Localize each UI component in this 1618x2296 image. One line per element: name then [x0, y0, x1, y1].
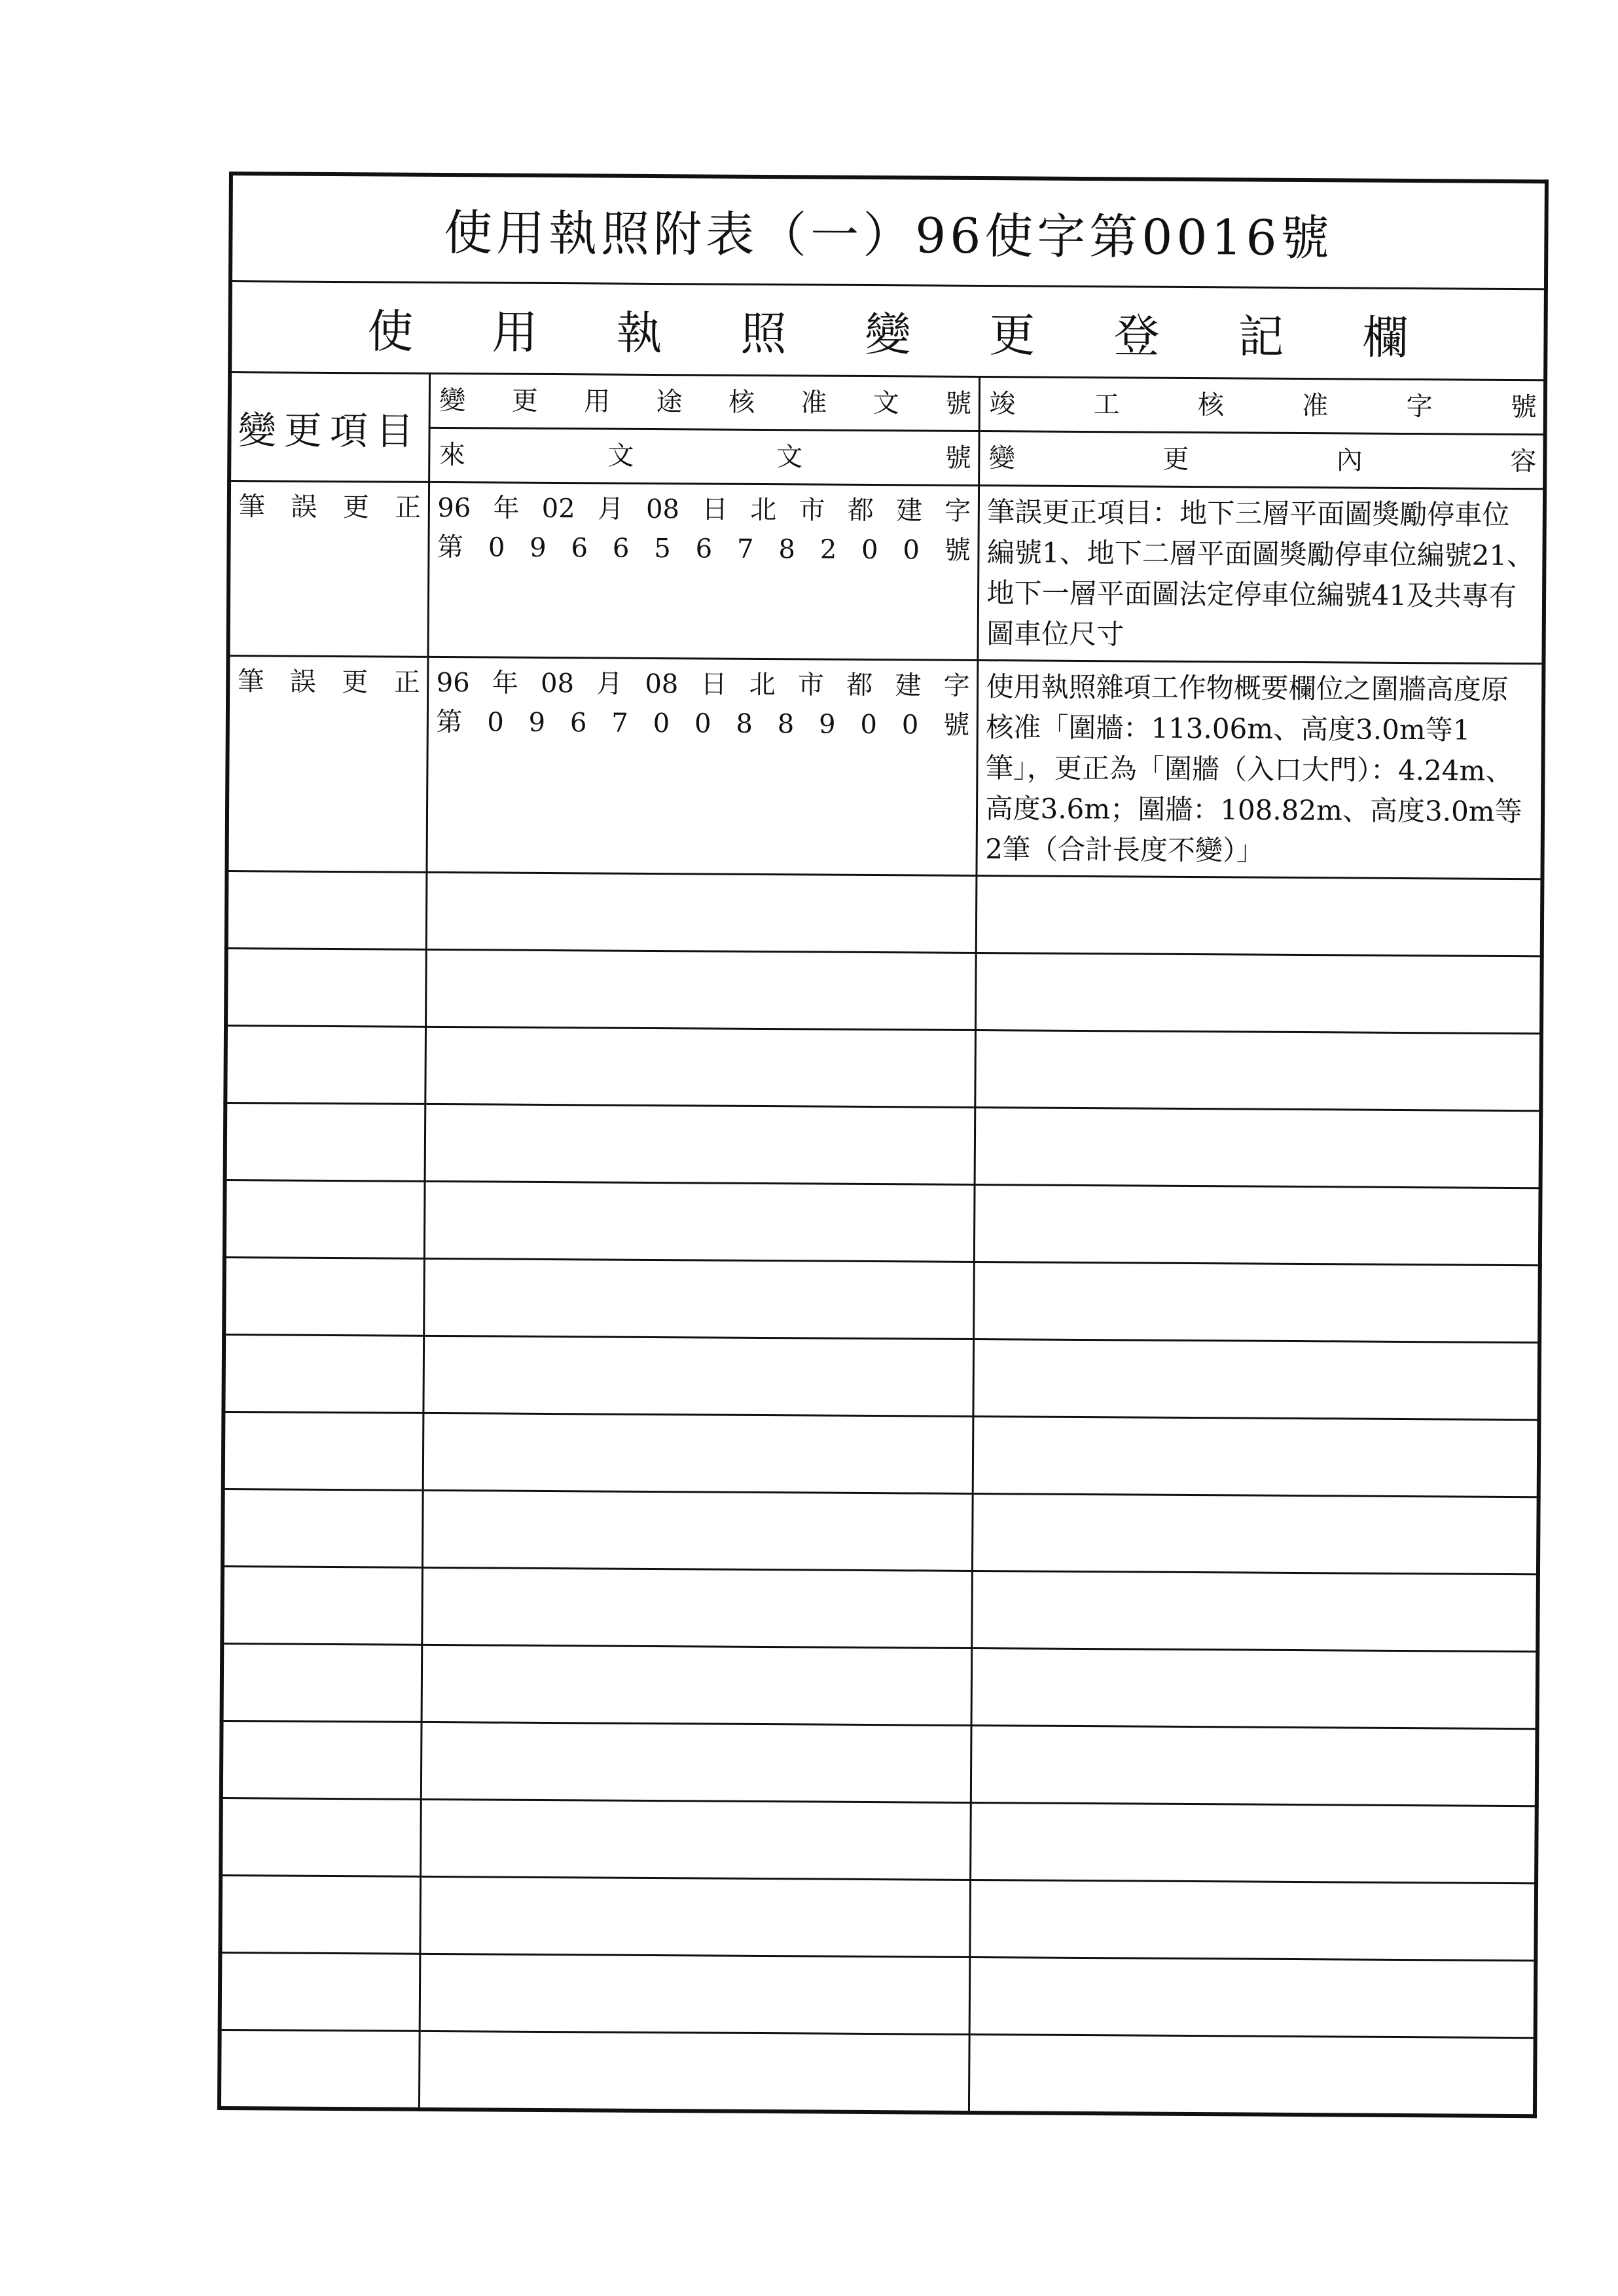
header-char: 文: [776, 442, 803, 473]
doc-char: 建: [895, 670, 922, 701]
license-form-sheet: [217, 172, 1545, 2088]
empty-row: [225, 1102, 1541, 1188]
header-change-content: [979, 431, 1545, 489]
doc-char: 6: [569, 708, 587, 738]
header-char: 容: [1510, 446, 1537, 477]
header-char: 變: [439, 385, 466, 416]
doc-char: 6: [571, 533, 588, 564]
empty-row: [220, 1875, 1536, 1960]
doc-char: 96: [436, 667, 470, 699]
doc-char: 9: [528, 707, 546, 738]
header-change-item: 變更項目: [229, 373, 429, 483]
doc-char: 0: [903, 535, 920, 566]
header-char: 核: [1197, 390, 1225, 421]
header-incoming-doc: [429, 428, 979, 485]
header-char: 號: [1510, 392, 1537, 423]
doc-char: 0: [901, 710, 919, 740]
row-doc-number: [426, 657, 977, 875]
doc-char: 7: [611, 708, 628, 738]
header-char: 更: [511, 386, 538, 416]
doc-char: 年: [492, 668, 518, 699]
license-form-table: [217, 172, 1549, 2118]
header-char: 竣: [989, 389, 1016, 420]
form-title-text: 使用執照附表（一）96使字第0016號: [443, 205, 1333, 267]
doc-char: 北: [749, 669, 776, 701]
item-char: 更: [342, 667, 369, 698]
doc-char: 月: [597, 494, 624, 524]
doc-char: 5: [654, 533, 671, 564]
header-char: 准: [1302, 391, 1329, 422]
doc-char: 9: [530, 532, 547, 563]
item-char: 更: [342, 492, 370, 523]
doc-char: 6: [612, 533, 630, 564]
header-char: 變: [988, 443, 1015, 474]
subtitle-char: 登: [1113, 308, 1160, 363]
item-char: 誤: [289, 666, 316, 697]
doc-char: 08: [645, 668, 679, 700]
doc-char: 08: [540, 668, 575, 699]
empty-row: [219, 2030, 1536, 2116]
doc-char: 月: [596, 668, 623, 699]
doc-line-1: [429, 658, 977, 706]
header-usage-approval: [429, 373, 979, 431]
doc-char: 7: [736, 534, 754, 564]
empty-row: [221, 1798, 1537, 1883]
subtitle-char: 照: [740, 306, 787, 361]
empty-row: [226, 948, 1542, 1033]
row-change-content: [976, 660, 1543, 879]
row-doc-number: [427, 482, 979, 660]
header-char: 更: [1162, 444, 1189, 475]
empty-row: [223, 1412, 1539, 1497]
subtitle-char: 用: [492, 304, 538, 359]
row-change-content: [977, 486, 1545, 664]
form-subtitle: [230, 282, 1546, 380]
doc-char: 0: [488, 532, 505, 563]
subtitle-char: 使: [367, 304, 414, 359]
change-content-text: 使用執照雜項工作物概要欄位之圍牆高度原核准「圍牆：113.06m、高度3.0m等1筆」，更正為「圍牆（入口大門）：4.24m、高度3.6m；圍牆：108.82m、高度3.0m等2筆（合計長度不變）」: [985, 670, 1522, 867]
doc-char: 年: [493, 493, 520, 524]
doc-char: 0: [487, 707, 504, 738]
header-char: 來: [439, 439, 466, 471]
doc-char: 0: [861, 534, 878, 566]
item-char: 筆: [238, 666, 264, 697]
header-char: 工: [1093, 390, 1120, 420]
change-content-text: 筆誤更正項目：地下三層平面圖獎勵停車位編號1、地下二層平面圖獎勵停車位編號21、地下一層平面圖法定停車位編號41及共專有圖車位尺寸: [986, 496, 1535, 651]
doc-line-2: [429, 528, 977, 570]
header-char: 內: [1336, 445, 1363, 476]
doc-char: 都: [847, 495, 874, 526]
doc-char: 字: [944, 496, 971, 526]
doc-char: 字: [943, 670, 970, 701]
doc-char: 第: [437, 532, 464, 563]
header-char: 核: [728, 387, 755, 418]
empty-row: [221, 1721, 1537, 1806]
empty-row: [224, 1257, 1540, 1342]
doc-char: 日: [700, 669, 727, 700]
empty-row: [226, 871, 1543, 956]
header-char: 文: [872, 388, 900, 419]
doc-char: 2: [819, 534, 837, 565]
doc-char: 6: [695, 534, 713, 564]
header-char: 號: [945, 388, 972, 419]
row-change-item: [228, 481, 429, 657]
doc-char: 8: [777, 709, 795, 740]
header-completion-approval: [979, 377, 1546, 435]
row-change-item: [226, 656, 427, 873]
empty-row: [220, 1952, 1536, 2037]
header-char: 用: [584, 386, 611, 417]
doc-char: 都: [846, 670, 873, 701]
doc-char: 0: [694, 708, 711, 739]
header-char: 字: [1406, 391, 1433, 422]
empty-row: [225, 1025, 1541, 1110]
doc-char: 市: [797, 670, 825, 701]
doc-char: 號: [943, 710, 970, 740]
empty-row: [223, 1489, 1539, 1574]
empty-row: [222, 1643, 1538, 1728]
doc-char: 號: [944, 535, 971, 566]
subtitle-char: 變: [865, 307, 911, 361]
item-char: 正: [395, 492, 422, 523]
doc-char: 02: [541, 493, 575, 524]
doc-char: 0: [653, 708, 670, 739]
item-char: 誤: [291, 492, 317, 522]
doc-char: 9: [818, 709, 836, 740]
doc-char: 市: [799, 495, 825, 526]
doc-char: 建: [895, 496, 923, 526]
header-char: 准: [800, 388, 827, 418]
empty-row: [222, 1566, 1538, 1651]
doc-char: 8: [778, 534, 796, 565]
doc-char: 08: [645, 494, 680, 525]
item-char: 正: [393, 667, 420, 698]
subtitle-char: 更: [989, 308, 1035, 363]
item-char: 筆: [238, 492, 266, 522]
doc-line-1: [429, 483, 977, 531]
doc-char: 8: [736, 708, 753, 739]
doc-char: 第: [436, 706, 463, 738]
header-char: 途: [656, 386, 683, 418]
doc-char: 96: [437, 492, 471, 524]
empty-row: [223, 1334, 1539, 1419]
header-char: 號: [944, 443, 971, 473]
doc-char: 北: [750, 494, 777, 526]
doc-char: 日: [702, 494, 728, 525]
form-title: [230, 173, 1547, 289]
empty-row: [225, 1180, 1541, 1265]
doc-char: 0: [860, 709, 878, 740]
subtitle-char: 記: [1238, 309, 1284, 364]
subtitle-char: 執: [616, 306, 662, 360]
header-char: 文: [607, 441, 634, 471]
doc-line-2: [428, 702, 976, 745]
subtitle-char: 欄: [1362, 310, 1409, 365]
